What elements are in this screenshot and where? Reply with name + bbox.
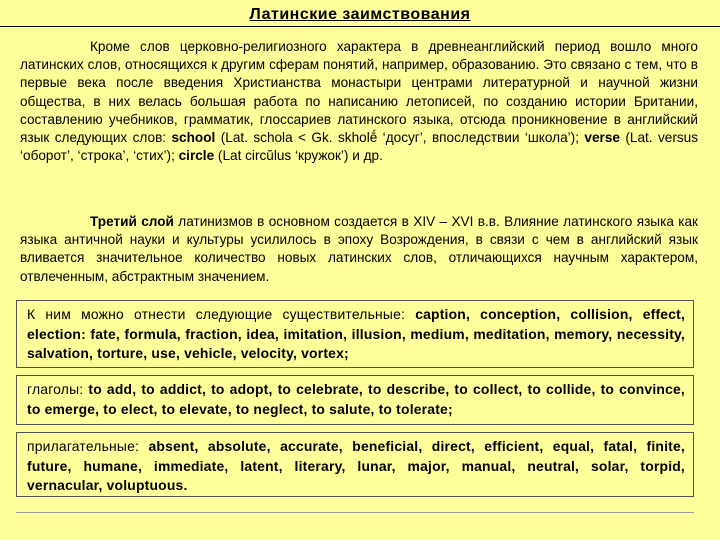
p1-text-2: (Lat. schola < Gk. skholḗ ‘досуг’, впоследствии ‘школа’); — [215, 130, 585, 146]
adjectives-list: absent, absolute, accurate, beneficial, direct, efficient, equal, fatal, finite, future, humane, immediate, latent, literary, lunar, major, manual, neutral, solar, torpid, vernacular, voluptuous. — [27, 438, 685, 493]
third-layer-lead: Третий слой — [90, 214, 174, 229]
nouns-intro: К ним можно отнести следующие существительные: — [27, 306, 416, 322]
p1-text-4: (Lat circŭlus ‘кружок’) и др. — [214, 148, 383, 164]
word-circle: circle — [178, 148, 215, 164]
verbs-list: to add, to addict, to adopt, to celebrate, to describe, to collect, to collide, to convince, to emerge, to elect, to elevate, to neglect, to salute, to tolerate; — [27, 381, 685, 417]
p2-text: латинизмов в основном создается в XIV – XVI в.в. Влияние латинского языка как языка античной науки и культуры усилилось в эпоху Возрождения, в связи с чем в английский язык вливается значительное количество новых латинских слов, отличающихся научным характером, отвлеченным, абстрактным значением. — [20, 214, 699, 284]
word-school: school — [171, 130, 216, 146]
bottom-rule — [16, 512, 694, 513]
nouns-text — [27, 305, 685, 364]
nouns-box — [16, 300, 694, 368]
verbs-text — [27, 380, 685, 419]
verbs-intro: глаголы: — [27, 381, 89, 397]
paragraph-early-borrowings — [20, 38, 698, 165]
title-underline-rule — [0, 26, 720, 27]
p1-text-3: (Lat. versus ‘оборот’, ‘строка’, ‘стих’); — [20, 130, 699, 164]
word-verse: verse — [584, 130, 620, 146]
p1-text-1: Кроме слов церковно-религиозного характера в древнеанглийский период вошло много латинских слов, относящихся к другим сферам понятий, например, образованию. Это связано с тем, что в первые века после введения Христианства монастыри центрами литературной и научной жизни общества, в них велась большая работа по написанию летописей, по созданию истории Британии, составлению учебников, грамматик, глоссариев латинского языка, отсюда проникновение в английский язык следующих слов: — [20, 39, 698, 146]
adjectives-box — [16, 432, 694, 497]
adjectives-text — [27, 437, 685, 496]
paragraph-third-layer — [20, 213, 698, 286]
slide-title: Латинские заимствования — [249, 6, 471, 23]
adjectives-intro: прилагательные: — [27, 438, 149, 454]
nouns-list: caption, conception, collision, effect, election: fate, formula, fraction, idea, imitation, illusion, medium, meditation, memory, necessity, salvation, torture, use, vehicle, velocity, vortex; — [27, 306, 686, 361]
verbs-box — [16, 375, 694, 425]
